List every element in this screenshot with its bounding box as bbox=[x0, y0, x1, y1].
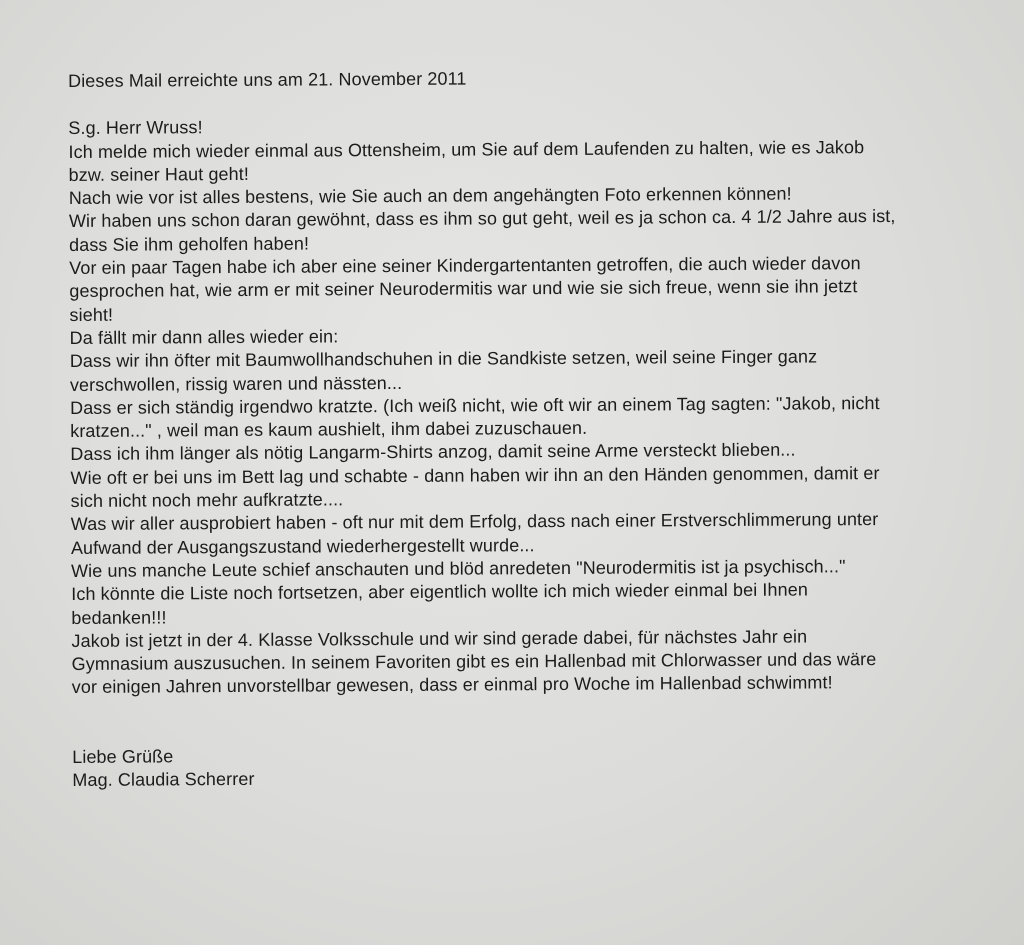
body-line: Aufwand der Ausgangszustand wiederhergestellt wurde... bbox=[70, 534, 535, 558]
body-line: vor einigen Jahren unvorstellbar gewesen, dass er einmal pro Woche im Hallenbad schwimmt! bbox=[71, 672, 833, 698]
body-line: Nach wie vor ist alles bestens, wie Sie auch an dem angehängten Foto erkennen können! bbox=[68, 183, 792, 209]
body-line: bzw. seiner Haut geht! bbox=[68, 163, 250, 185]
body-line: kratzen..." , weil man es kaum aushielt, ihm dabei zuzuschauen. bbox=[70, 417, 588, 442]
body-line: Ich könnte die Liste noch fortsetzen, aber eigentlich wollte ich mich wieder einmal bei Ihnen bbox=[71, 579, 808, 605]
body-line: dass Sie ihm geholfen haben! bbox=[69, 233, 310, 255]
dateline: Dieses Mail erreichte uns am 21. November 2011 bbox=[68, 68, 467, 91]
body-line: Da fällt mir dann alles wieder ein: bbox=[69, 326, 339, 348]
body-line: Dass er sich ständig irgendwo kratzte. (Ich weiß nicht, wie oft wir an einem Tag sagten: "Jakob, nicht bbox=[70, 392, 880, 418]
closing: Liebe Grüße bbox=[72, 746, 174, 767]
body-line: Wie oft er bei uns im Bett lag und schabte - dann haben wir ihn an den Händen genommen, damit er bbox=[70, 462, 880, 488]
body-line: Ich melde mich wieder einmal aus Ottensheim, um Sie auf dem Laufenden zu halten, wie es Jakob bbox=[68, 136, 865, 162]
body-line: sieht! bbox=[69, 304, 114, 325]
body-line: bedanken!!! bbox=[71, 606, 167, 628]
body-line: Wie uns manche Leute schief anschauten und blöd anredeten "Neurodermitis ist ja psychisch..." bbox=[70, 556, 846, 581]
body-line: Gymnasium auszusuchen. In seinem Favoriten gibt es ein Hallenbad mit Chlorwasser und das wäre bbox=[71, 649, 877, 675]
body-line: Vor ein paar Tagen habe ich aber eine seiner Kindergartentanten getroffen, die auch wieder davon bbox=[69, 253, 861, 279]
body-line: gesprochen hat, wie arm er mit seiner Neurodermitis war und wie sie sich freue, wenn sie ihn jetzt bbox=[69, 276, 858, 302]
sign-off bbox=[72, 740, 1002, 792]
body-line: S.g. Herr Wruss! bbox=[68, 117, 203, 139]
body-line: Was wir aller ausprobiert haben - oft nur mit dem Erfolg, dass nach einer Erstverschlimmerung unter bbox=[70, 509, 879, 535]
body-line: Wir haben uns schon daran gewöhnt, dass es ihm so gut geht, weil es ja schon ca. 4 1/2 Jahre aus ist, bbox=[68, 206, 896, 232]
letter-body bbox=[68, 112, 1002, 700]
body-line: Dass ich ihm länger als nötig Langarm-Shirts anzog, damit seine Arme versteckt blieben... bbox=[70, 440, 796, 465]
body-line: verschwollen, rissig waren und nässten... bbox=[69, 372, 403, 395]
letter bbox=[68, 64, 1002, 792]
signature: Mag. Claudia Scherrer bbox=[72, 768, 255, 791]
body-line: Jakob ist jetzt in der 4. Klasse Volksschule und wir sind gerade dabei, für nächstes Jahr ein bbox=[71, 626, 808, 651]
body-line: sich nicht noch mehr aufkratzte.... bbox=[70, 489, 344, 512]
body-line: Dass wir ihn öfter mit Baumwollhandschuhen in die Sandkiste setzen, weil seine Finger ganz bbox=[69, 346, 818, 372]
